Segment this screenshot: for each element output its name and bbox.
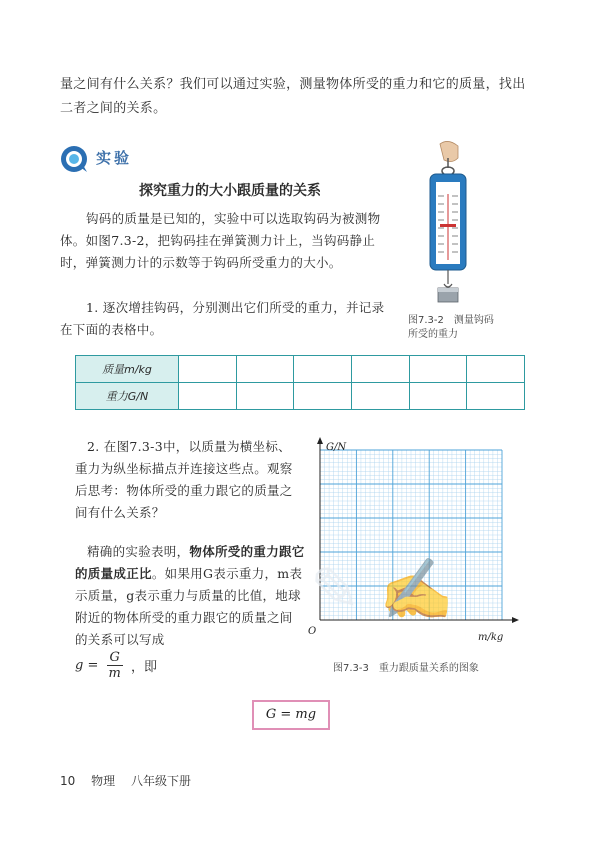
footer-grade: 八年级下册 [130,774,191,788]
conclusion-bold: 物体所受的重力跟它的质量成正比 [75,544,305,581]
equation-denominator: m [108,666,121,681]
ratio-equation [75,650,157,681]
experiment-title: 探究重力的大小跟质量的关系 [139,183,321,199]
table-cell[interactable] [179,356,237,383]
intro-paragraph: 量之间有什么关系？我们可以通过实验，测量物体所受的重力和它的质量，找出二者之间的关系。 [60,77,526,116]
watermark-logo [300,540,510,640]
y-axis-arrow [317,437,323,444]
formula-box: G = mg [252,700,330,730]
table-row [76,356,525,383]
page-number: 10 [60,774,76,788]
equation-fraction [107,650,123,681]
table-cell[interactable] [467,356,525,383]
origin-label: O [308,626,317,637]
mass-row-label: 质量m/kg [76,356,179,383]
table-cell[interactable] [179,383,237,410]
table-cell[interactable] [236,383,294,410]
equation-prefix: g = [75,658,99,673]
experiment-icon [60,145,88,173]
svg-text:✎ ✍: ✎ ✍ [310,555,455,625]
experiment-paragraph-1: 钩码的质量是已知的，实验中可以选取钩码为被测物体。如图7.3-2，把钩码挂在弹簧测力计上，当钩码静止时，弹簧测力计的示数等于钩码所受重力的大小。 [60,211,381,270]
figure-caption-7-3-2: 图7.3-2 测量钩码所受的重力 [408,315,494,340]
y-axis-label: G/N [326,442,347,453]
table-cell[interactable] [294,383,352,410]
conclusion-paragraph [75,541,305,651]
x-axis-arrow [512,617,519,623]
equation-suffix: ，即 [130,660,157,675]
figure-caption-7-3-3: 图7.3-3 重力跟质量关系的图象 [333,663,479,674]
conclusion-rest: 。如果用G表示重力，m表示质量，g表示重力与质量的比值，地球附近的物体所受的重力跟它的质量之间的关系可以写成 [75,566,303,647]
recording-table [75,355,525,410]
page-footer [60,772,203,789]
gravity-row-label: 重力G/N [76,383,179,410]
table-cell[interactable] [351,356,409,383]
table-cell[interactable] [294,356,352,383]
footer-subject: 物理 [91,774,116,788]
table-row [76,383,525,410]
step-2-paragraph: 2. 在图7.3-3中，以质量为横坐标、重力为纵坐标描点并连接这些点。观察后思考：物体所受的重力跟它的质量之间有什么关系？ [75,439,293,520]
table-cell[interactable] [467,383,525,410]
table-cell[interactable] [351,383,409,410]
x-axis-label: m/kg [478,632,504,643]
equation-numerator: G [107,650,123,666]
experiment-label: 实验 [96,149,133,167]
table-cell[interactable] [409,356,467,383]
table-cell[interactable] [236,356,294,383]
experiment-paragraph-2: 1. 逐次增挂钩码，分别测出它们所受的重力，并记录在下面的表格中。 [60,300,385,337]
conclusion-lead: 精确的实验表明， [87,544,190,559]
spring-scale-illustration [418,138,480,308]
table-cell[interactable] [409,383,467,410]
